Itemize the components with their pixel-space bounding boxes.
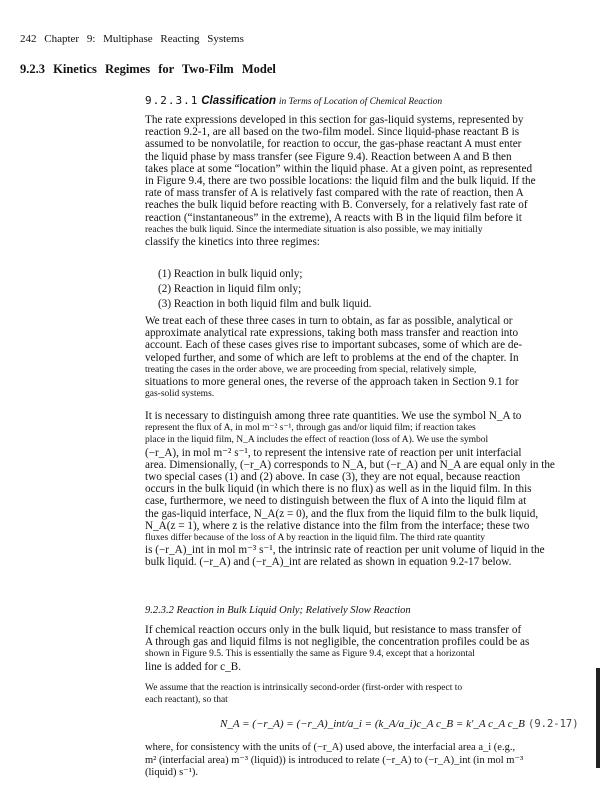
text-line: the liquid phase by mass transfer (see Figure 9.4). Reaction between A and B then (145, 150, 512, 163)
paragraph-assumption (145, 682, 575, 706)
scan-edge-mark (596, 668, 600, 768)
text-line: N_A(z = 1), where z is the relative distance into the film from the interface; these two (145, 519, 530, 532)
text-line: in Figure 9.4, there are two possible locations: the liquid film and the bulk liquid. If the (145, 175, 536, 188)
paragraph-rate-quantities (145, 410, 575, 569)
text-line: reaches the bulk liquid. Since the intermediate situation is also possible, we may initially (145, 224, 483, 235)
paragraph-where (145, 742, 575, 780)
text-line: If chemical reaction occurs only in the bulk liquid, but resistance to mass transfer of (145, 624, 522, 636)
text-line: reaction 9.2-1, are all based on the two-film model. Since liquid-phase reactant B is (145, 126, 520, 139)
text-line: A through gas and liquid films is not negligible, the concentration profiles could be as (145, 636, 530, 649)
text-line: approximate analytical rate expressions, taking both mass transfer and reaction into (145, 327, 519, 340)
text-line: occurs in the bulk liquid (in which there is no flux) as well as in the liquid film. In this (145, 483, 532, 496)
text-line: area. Dimensionally, (−r_A) corresponds to N_A, but (−r_A) and N_A are equal only in the (145, 458, 555, 471)
text-line: gas-solid systems. (145, 389, 215, 400)
text-line: each reactant), so that (145, 695, 228, 706)
text-line: reaction (“instantaneous” in the extreme), A reacts with B in the liquid film before it (145, 211, 522, 224)
text-line: treating the cases in the order above, we are proceeding from special, relatively simple, (145, 364, 477, 375)
subsection2-heading: 9.2.3.2 Reaction in Bulk Liquid Only; Relatively Slow Reaction (145, 605, 411, 616)
text-line: The rate expressions developed in this section for gas-liquid systems, represented by (145, 114, 524, 126)
text-line: is (−r_A)_int in mol m⁻³ s⁻¹, the intrinsic rate of reaction per unit volume of liquid in the (145, 544, 545, 557)
subsection-number: 9.2.3.1 (145, 94, 199, 107)
text-line: m² (interfacial area) m⁻³ (liquid)) is introduced to relate (−r_A) to (−r_A)_int (in mol m⁻³ (145, 754, 524, 766)
equation: N_A = (−r_A) = (−r_A)_int/a_i = (k_A/a_i)c_A c_B = k′_A c_A c_B (220, 718, 525, 730)
text-line: classify the kinetics into three regimes: (145, 236, 320, 249)
text-line: situations to more general ones, the reverse of the approach taken in Section 9.1 for (145, 376, 519, 389)
text-line: veloped further, and some of which are left to problems at the end of the chapter. In (145, 351, 519, 364)
text-line: place in the liquid film, N_A includes the effect of reaction (loss of A). We use the symbol (145, 435, 489, 446)
regime-list (158, 267, 371, 312)
text-line: It is necessary to distinguish among three rate quantities. We use the symbol N_A to (145, 410, 522, 422)
subsection-title: Classification (201, 95, 277, 107)
list-item: (1) Reaction in bulk liquid only; (158, 268, 303, 280)
text-line: where, for consistency with the units of (−r_A) used above, the interfacial area a_i (e.g., (145, 742, 516, 753)
list-item: (3) Reaction in both liquid film and bulk liquid. (158, 298, 372, 310)
text-line: rate of mass transfer of A is relatively fast compared with the rate of reaction, then A (145, 187, 524, 200)
text-line: fluxes differ because of the loss of A by reaction in the liquid film. The third rate quantity (145, 533, 485, 544)
text-line: case, furthermore, we need to distinguish between the flux of A into the liquid film at (145, 495, 527, 508)
section-heading: 9.2.3 Kinetics Regimes for Two-Film Model (20, 62, 276, 76)
text-line: (−r_A), in mol m⁻² s⁻¹, to represent the intensive rate of reaction per unit interfacial (145, 446, 522, 459)
text-line: the gas-liquid interface, N_A(z = 0), and the flux from the liquid film to the bulk liquid, (145, 507, 539, 520)
list-item: (2) Reaction in liquid film only; (158, 283, 302, 295)
running-head: 242 Chapter 9: Multiphase Reacting Systems (20, 33, 244, 45)
text-line: We treat each of these three cases in turn to obtain, as far as possible, analytical or (145, 315, 513, 327)
text-line: represent the flux of A, in mol m⁻² s⁻¹, through gas and/or liquid film; if reaction takes (145, 423, 476, 434)
text-line: shown in Figure 9.5. This is essentially the same as Figure 9.4, except that a horizontal (145, 649, 475, 660)
paragraph-treatment (145, 315, 575, 400)
text-line: account. Each of these cases gives rise to important subcases, some of which are de- (145, 339, 523, 352)
text-line: bulk liquid. (−r_A) and (−r_A)_int are related as shown in equation 9.2-17 below. (145, 556, 512, 569)
text-line: takes place at some “location” within the liquid phase. At a given point, as represented (145, 162, 533, 175)
text-line: We assume that the reaction is intrinsically second-order (first-order with respect to (145, 683, 463, 693)
paragraph-intro (145, 114, 575, 248)
text-line: assumed to be nonvolatile, for reaction to occur, the gas-phase reactant A must enter (145, 138, 522, 151)
text-line: line is added for c_B. (145, 660, 242, 673)
equation-number: (9.2-17) (528, 718, 579, 730)
text-line: reaches the bulk liquid before reacting with B. Conversely, for a relatively fast rate of (145, 199, 528, 212)
subsection-heading (145, 94, 442, 107)
text-line: (liquid) s⁻¹). (145, 767, 199, 778)
subsection-rest: in Terms of Location of Chemical Reaction (278, 97, 443, 107)
text-line: two special cases (1) and (2) above. In case (3), they are not equal, because reaction (145, 471, 521, 484)
paragraph-bulk-liquid (145, 624, 575, 673)
